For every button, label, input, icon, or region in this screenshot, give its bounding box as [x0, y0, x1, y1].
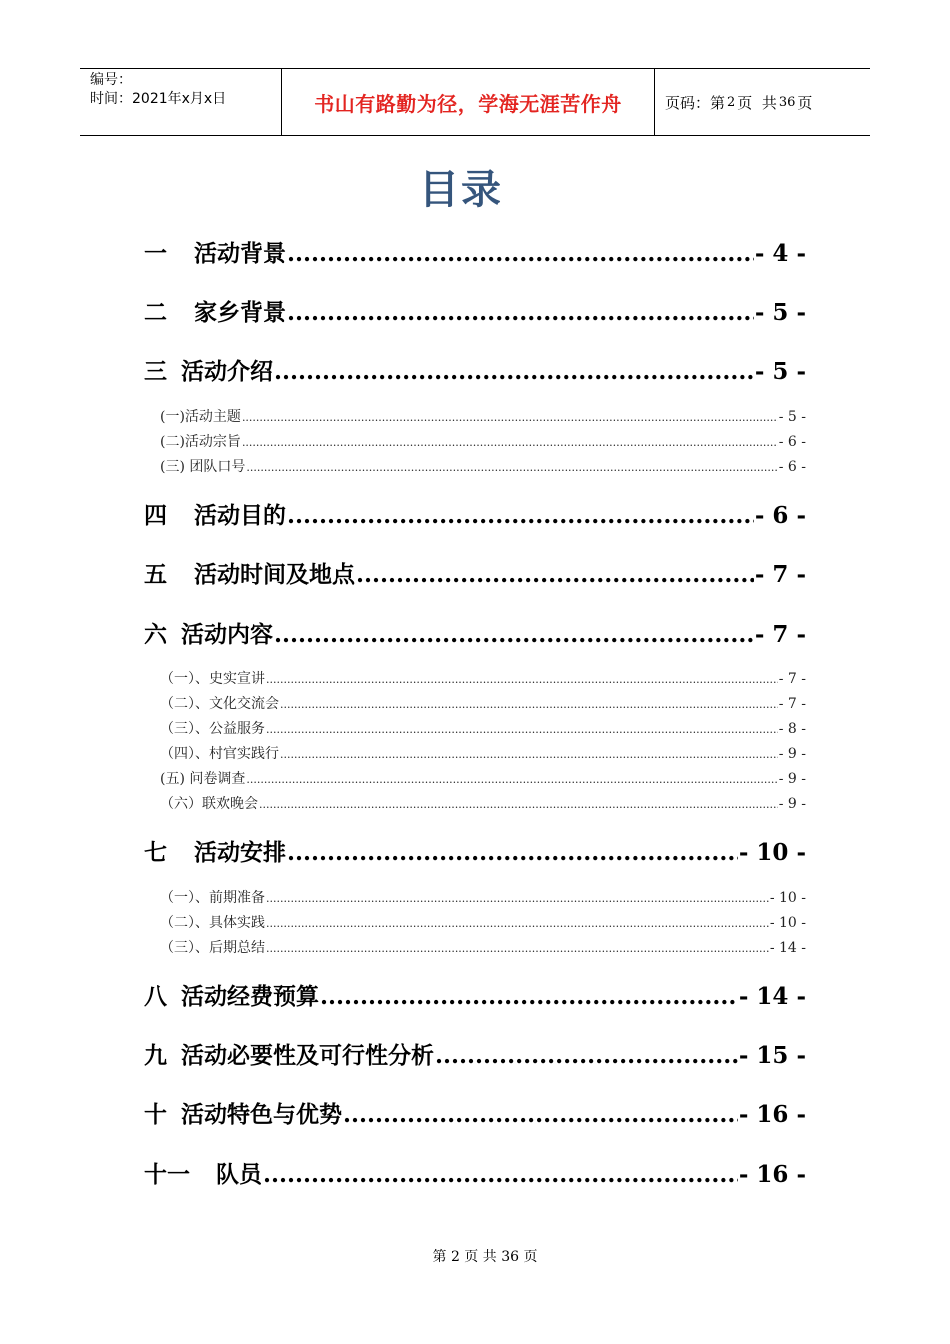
- toc-text: 活动时间及地点: [194, 561, 355, 588]
- toc-leader: [266, 723, 778, 736]
- toc-text: （三）、后期总结: [160, 940, 265, 956]
- toc-text: 活动安排: [194, 839, 286, 866]
- toc-text: （二）、文化交流会: [160, 696, 279, 712]
- toc-number: 二: [144, 299, 167, 326]
- toc-text: (三) 团队口号: [160, 459, 246, 475]
- header-page-info: [655, 69, 870, 135]
- toc-text: 活动目的: [194, 502, 286, 529]
- toc-leader: [259, 798, 778, 811]
- toc-page: - 9 -: [778, 796, 806, 812]
- toc-entry[interactable]: [144, 616, 806, 646]
- toc-number: 十一: [144, 1161, 190, 1188]
- toc-number: 九: [144, 1042, 167, 1069]
- document-title: 目录: [419, 166, 503, 213]
- toc-page: - 8 -: [778, 721, 806, 737]
- time-label: 时间：2021年x月x日: [90, 91, 227, 107]
- toc-text: 活动必要性及可行性分析: [181, 1042, 434, 1069]
- toc-number: 三: [144, 358, 167, 385]
- toc-leader: [242, 436, 778, 449]
- toc-leader: [274, 621, 754, 648]
- toc-subentry[interactable]: [160, 768, 806, 786]
- toc-leader: [287, 299, 754, 326]
- toc-subentry[interactable]: [160, 937, 806, 955]
- toc-leader: [266, 917, 769, 930]
- toc-subentry[interactable]: [160, 456, 806, 474]
- toc-leader: [266, 673, 778, 686]
- toc-subentry[interactable]: [160, 693, 806, 711]
- toc-page: - 14 -: [738, 983, 806, 1010]
- toc-subentry[interactable]: [160, 668, 806, 686]
- toc-page: - 15 -: [738, 1042, 806, 1069]
- toc-page: - 4 -: [754, 240, 806, 267]
- toc-number: 八: [144, 983, 167, 1010]
- page-mid: 页 共: [737, 93, 777, 112]
- toc-page: - 9 -: [778, 771, 806, 787]
- toc-entry[interactable]: [144, 353, 806, 383]
- toc-page: - 10 -: [738, 839, 806, 866]
- number-label: 编号：: [90, 72, 132, 88]
- toc-number: 五: [144, 561, 167, 588]
- toc-page: - 14 -: [769, 940, 806, 956]
- toc-text: （六）联欢晚会: [160, 796, 258, 812]
- page-prefix: 页码：第: [665, 93, 726, 112]
- toc-text: (五) 问卷调查: [160, 771, 246, 787]
- toc-leader: [280, 748, 778, 761]
- toc-leader: [287, 502, 754, 529]
- toc-subentry[interactable]: [160, 743, 806, 761]
- toc-page: - 7 -: [778, 696, 806, 712]
- toc-page: - 7 -: [754, 561, 806, 588]
- toc-leader: [287, 839, 738, 866]
- toc-leader: [435, 1042, 738, 1069]
- toc-text: （二）、具体实践: [160, 915, 265, 931]
- toc-leader: [356, 561, 754, 588]
- toc-entry[interactable]: [144, 235, 806, 265]
- page-suffix: 页: [797, 93, 813, 112]
- toc-number: 十: [144, 1101, 167, 1128]
- toc-entry[interactable]: [144, 834, 806, 864]
- page-current: 2: [727, 94, 736, 110]
- toc-leader: [320, 983, 738, 1010]
- toc-leader: [287, 240, 754, 267]
- toc-page: - 7 -: [778, 671, 806, 687]
- toc-text: 活动经费预算: [181, 983, 319, 1010]
- toc-leader: [280, 698, 778, 711]
- toc-page: - 16 -: [738, 1161, 806, 1188]
- toc-entry[interactable]: [144, 1037, 806, 1067]
- header-meta: [80, 69, 282, 135]
- toc-page: - 6 -: [754, 502, 806, 529]
- toc-subentry[interactable]: [160, 793, 806, 811]
- toc-page: - 5 -: [778, 409, 806, 425]
- toc-leader: [242, 411, 778, 424]
- toc-leader: [246, 461, 777, 474]
- page-total: 36: [778, 94, 796, 110]
- toc-number: 六: [144, 621, 167, 648]
- page-header: [80, 68, 870, 136]
- toc-text: 队员: [216, 1161, 262, 1188]
- toc-entry[interactable]: [144, 497, 806, 527]
- toc-subentry[interactable]: [160, 887, 806, 905]
- toc-subentry[interactable]: [160, 406, 806, 424]
- toc-leader: [246, 773, 777, 786]
- toc-entry[interactable]: [144, 1156, 806, 1186]
- toc-page: - 10 -: [769, 915, 806, 931]
- toc-page: - 6 -: [778, 459, 806, 475]
- toc-text: (二)活动宗旨: [160, 434, 241, 450]
- toc-page: - 16 -: [738, 1101, 806, 1128]
- toc-text: （四）、村官实践行: [160, 746, 279, 762]
- page-footer: 第 2 页 共 36 页: [432, 1249, 538, 1265]
- toc-entry[interactable]: [144, 1096, 806, 1126]
- toc-subentry[interactable]: [160, 912, 806, 930]
- toc-text: 活动介绍: [181, 358, 273, 385]
- toc-text: 活动特色与优势: [181, 1101, 342, 1128]
- toc-text: (一)活动主题: [160, 409, 241, 425]
- toc-text: 活动背景: [194, 240, 286, 267]
- toc-page: - 6 -: [778, 434, 806, 450]
- header-motto: 书山有路勤为径，学海无涯苦作舟: [282, 69, 655, 135]
- toc-page: - 9 -: [778, 746, 806, 762]
- toc-text: （三）、公益服务: [160, 721, 265, 737]
- toc-text: 活动内容: [181, 621, 273, 648]
- toc-subentry[interactable]: [160, 431, 806, 449]
- toc-number: 一: [144, 240, 167, 267]
- toc-text: 家乡背景: [194, 299, 286, 326]
- toc-text: （一）、前期准备: [160, 890, 265, 906]
- toc-leader: [343, 1101, 738, 1128]
- toc-number: 七: [144, 839, 167, 866]
- toc-leader: [274, 358, 754, 385]
- toc-leader: [266, 942, 769, 955]
- toc-entry[interactable]: [144, 294, 806, 324]
- toc-page: - 7 -: [754, 621, 806, 648]
- toc-number: 四: [144, 502, 167, 529]
- toc-page: - 5 -: [754, 358, 806, 385]
- toc-leader: [266, 892, 769, 905]
- toc-entry[interactable]: [144, 978, 806, 1008]
- toc-leader: [263, 1161, 738, 1188]
- toc-entry[interactable]: [144, 556, 806, 586]
- toc-text: （一）、史实宣讲: [160, 671, 265, 687]
- toc-page: - 10 -: [769, 890, 806, 906]
- toc-subentry[interactable]: [160, 718, 806, 736]
- toc-page: - 5 -: [754, 299, 806, 326]
